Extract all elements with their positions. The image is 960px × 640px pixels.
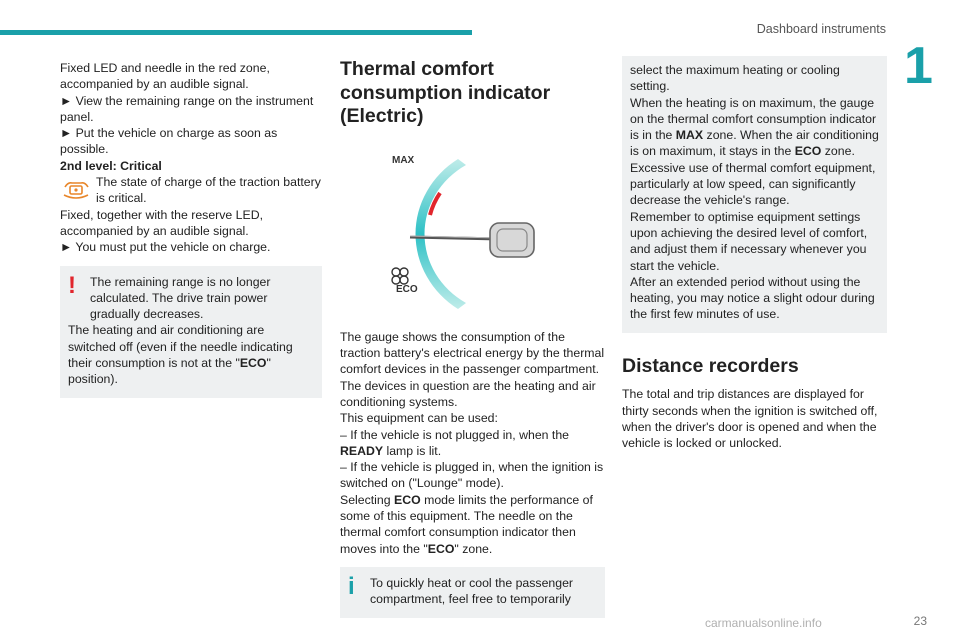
column-middle xyxy=(340,58,605,618)
instruction-line: ► You must put the vehicle on charge. xyxy=(60,240,271,255)
body-text: This equipment can be used: xyxy=(340,411,498,426)
section-title: Distance recorders xyxy=(622,354,799,377)
info-text: After an extended period without using the heating, you may notice a slight odour during the first few minutes of use. xyxy=(630,274,875,322)
page-number: 23 xyxy=(913,614,927,628)
list-item: – If the vehicle is not plugged in, when the READY lamp is lit. xyxy=(340,427,570,458)
text-line: accompanied by an audible signal. xyxy=(60,77,249,92)
header-accent-bar xyxy=(0,30,472,35)
gauge-max-label: MAX xyxy=(392,154,415,166)
body-text: The gauge shows the consumption of the traction battery's electrical energy by the thermal comfort devices in the passenger compartment. xyxy=(340,329,605,377)
watermark: carmanualsonline.info xyxy=(705,616,822,630)
warning-exclamation-icon: ! xyxy=(68,271,76,299)
body-text: The devices in question are the heating and air conditioning systems. xyxy=(340,378,596,409)
info-icon: i xyxy=(348,572,355,600)
instruction-line: ► View the remaining range on the instrument panel. xyxy=(60,93,314,124)
warning-text: The heating and air conditioning are switched off (even if the needle indicating their consumption is not at the "ECO" position). xyxy=(68,323,293,387)
column-right xyxy=(622,56,887,451)
thermal-gauge-illustration xyxy=(340,139,605,319)
gauge-arc xyxy=(416,159,466,309)
body-text: The total and trip distances are displayed for thirty seconds when the ignition is switched off, when the driver's door is opened and when the vehicle is locked or unlocked. xyxy=(622,387,878,451)
text-line: Fixed LED and needle in the red zone, xyxy=(60,61,270,75)
info-text: To quickly heat or cool the passenger compartment, feel free to temporarily xyxy=(370,575,574,607)
critical-row xyxy=(60,174,322,207)
warning-box xyxy=(60,266,322,398)
text-line: Fixed, together with the reserve LED, accompanied by an audible signal. xyxy=(60,207,263,238)
section-title: Thermal comfort consumption indicator (Electric) xyxy=(340,58,551,127)
chapter-number: 1 xyxy=(904,37,933,95)
info-box xyxy=(340,567,605,618)
level-heading: 2nd level: Critical xyxy=(60,158,162,173)
column-left xyxy=(60,60,322,398)
battery-critical-warning-icon xyxy=(60,174,92,206)
info-text: Excessive use of thermal comfort equipment, particularly at low speed, can significantly decrease the vehicle's range. xyxy=(630,160,876,208)
warning-text: The remaining range is no longer calculated. The drive train power gradually decreases. xyxy=(90,274,271,322)
eco-leaf-icon xyxy=(392,268,408,284)
info-box-continued xyxy=(622,56,887,333)
info-text: Remember to optimise equipment settings upon achieving the desired level of comfort, and adjust them if necessary whenever you start the vehicle. xyxy=(630,209,868,273)
critical-description: The state of charge of the traction battery is critical. xyxy=(96,175,321,206)
page-header-title: Dashboard instruments xyxy=(756,22,886,36)
body-text: Selecting ECO mode limits the performance of some of this equipment. The needle on the thermal comfort consumption indicator then moves into the "ECO" zone. xyxy=(340,492,593,556)
list-item: – If the vehicle is plugged in, when the ignition is switched on ("Lounge" mode). xyxy=(340,460,604,491)
info-text: select the maximum heating or cooling setting. xyxy=(630,63,840,94)
instruction-line: ► Put the vehicle on charge as soon as possible. xyxy=(60,126,278,157)
info-text: When the heating is on maximum, the gauge on the thermal comfort consumption indicator is in the MAX zone. When the air conditioning is on maximum, it stays in the ECO zone. xyxy=(630,95,879,159)
gauge-eco-label: ECO xyxy=(396,283,418,295)
